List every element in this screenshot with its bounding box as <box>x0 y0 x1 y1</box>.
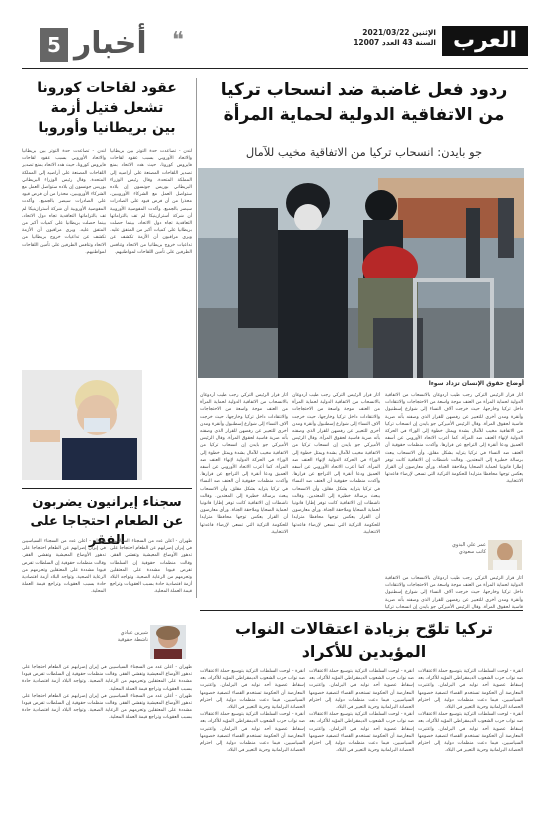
section-tab <box>22 22 212 66</box>
iran-headline-line2: عن الطعام احتجاجا على الفقر <box>30 514 184 548</box>
vaccine-body-col1: لندن - تصاعدت حدة التوتر بين بريطانيا والاتحاد الأوروبي بسبب عقود لقاحات فايروس كورونا، حيث هدد الاتحاد بمنع تصدير اللقاحات المصنعة على أراضيه إلى المملكة المتحدة. وقال رئيس الوزراء البريطاني بوريس جونسون إن بلاده ستواصل العمل مع الشركاء الأوروبيين، محذرا من أن فرض قيود على الصادرات سيضر بالجميع. وأكدت المفوضية الأوروبية أن شركة أسترازينيكا لم تف بالتزاماتها التعاقدية تجاه دول الاتحاد، بينما حصلت بريطانيا على كميات أكبر من المتفق عليه. ويرى مراقبون أن الأزمة تكشف عن تداعيات خروج بريطانيا من الاتحاد وتنافس الطرفين على تأمين اللقاحات لمواطنيهم. <box>110 149 192 255</box>
column-body: أثار قرار الرئيس التركي رجب طيب أردوغان بالانسحاب من الاتفاقية الدولية لحماية المرأة من العنف موجة واسعة من الاحتجاجات والانتقادات داخل تركيا وخارجها، حيث خرجت آلاف النساء إلى شوارع إسطنبول وأنقرة ومدن أخرى للتعبير عن رفضهن للقرار الذي وصفنه بأنه ضربة قاسية لحقوق المرأة. وقال الرئيس الأميركي جو بايدن إن انسحاب تركيا <box>385 576 523 610</box>
boris-johnson-photo <box>22 370 142 480</box>
columnist-role: كاتب سعودي <box>458 549 486 555</box>
column-divider <box>196 78 197 598</box>
main-body-col2: أثار قرار الرئيس التركي رجب طيب أردوغان بالانسحاب من الاتفاقية الدولية لحماية المرأة من العنف موجة واسعة من الاحتجاجات والانتقادات داخل تركيا وخارجها، حيث خرجت آلاف النساء إلى شوارع إسطنبول وأنقرة ومدن أخرى للتعبير عن رفضهن للقرار الذي وصفنه بأنه ضربة قاسية لحقوق المرأة. وقال الرئيس الأميركي جو بايدن إن انسحاب تركيا من الاتفاقية مخيب للآمال بشدة ويمثل خطوة إلى الوراء في الحركة الدولية لإنهاء العنف ضد المرأة. كما أعرب الاتحاد الأوروبي عن أسفه العميق ودعا أنقرة إلى التراجع عن قرارها. وأكدت منظمات حقوقية أن العنف ضد النساء في تركيا يتزايد بشكل مقلق، وأن الانسحاب يبعث برسالة خطيرة إلى المعتدين. وقالت ناشطات إن الاتفاقية كانت توفر إطارا قانونيا لحماية الضحايا وملاحقة الجناة. ورأى معارضون أن القرار يعكس توجها محافظا متزايدا للحكومة التركية التي تسعى لإرضاء قاعدتها الانتخابية. <box>292 393 380 535</box>
iran-rule <box>22 488 192 489</box>
date-line: الإثنين 2021/03/22 <box>362 28 436 37</box>
main-headline <box>205 78 523 128</box>
photo-caption: أوضاع حقوق الإنسان تزداد سوءا <box>428 380 524 387</box>
iran-byline-role: ناشطة حقوقية <box>117 637 148 643</box>
main-body-col3: أثار قرار الرئيس التركي رجب طيب أردوغان بالانسحاب من الاتفاقية الدولية لحماية المرأة من العنف موجة واسعة من الاحتجاجات والانتقادات داخل تركيا وخارجها، حيث خرجت آلاف النساء إلى شوارع إسطنبول وأنقرة ومدن أخرى للتعبير عن رفضهن للقرار الذي وصفنه بأنه ضربة قاسية لحقوق المرأة. وقال الرئيس الأميركي جو بايدن إن انسحاب تركيا من الاتفاقية مخيب للآمال بشدة ويمثل خطوة إلى الوراء في الحركة الدولية لإنهاء العنف ضد المرأة. كما أعرب الاتحاد الأوروبي عن أسفه العميق ودعا أنقرة إلى التراجع عن قرارها. وأكدت منظمات حقوقية أن العنف ضد النساء في تركيا يتزايد بشكل مقلق، وأن الانسحاب يبعث برسالة خطيرة إلى المعتدين. وقالت ناشطات إن الاتفاقية كانت توفر إطارا قانونيا لحماية الضحايا وملاحقة الجناة. ورأى معارضون أن القرار يعكس توجها محافظا متزايدا للحكومة التركية التي تسعى لإرضاء قاعدتها الانتخابية. <box>200 393 288 535</box>
columnist-byline <box>440 542 486 556</box>
iran-body-col1: طهران - أعلن عدد من السجناء السياسيين في إيران إضرابهم عن الطعام احتجاجا على تدهور الأوضاع المعيشية وتفشي الفقر. وقالت منظمات حقوقية إن السلطات تفرض قيودا مشددة على المعتقلين وتحرمهم من الرعاية الصحية. وتواجه البلاد أزمة اقتصادية حادة بسبب العقوبات وتراجع قيمة العملة المحلية. <box>110 539 192 595</box>
masthead <box>330 22 530 66</box>
turkey-mps-rule <box>200 610 523 611</box>
vaccine-headline-line1: عقود لقاحات كورونا <box>37 80 177 96</box>
main-body-col1: أثار قرار الرئيس التركي رجب طيب أردوغان بالانسحاب من الاتفاقية الدولية لحماية المرأة من العنف موجة واسعة من الاحتجاجات والانتقادات داخل تركيا وخارجها، حيث خرجت آلاف النساء إلى شوارع إسطنبول وأنقرة ومدن أخرى للتعبير عن رفضهن للقرار الذي وصفنه بأنه ضربة قاسية لحقوق المرأة. وقال الرئيس الأميركي جو بايدن إن انسحاب تركيا من الاتفاقية مخيب للآمال بشدة ويمثل خطوة إلى الوراء في الحركة الدولية لإنهاء العنف ضد المرأة. كما أعرب الاتحاد الأوروبي عن أسفه العميق ودعا أنقرة إلى التراجع عن قرارها. وأكدت منظمات حقوقية أن العنف ضد النساء في تركيا يتزايد بشكل مقلق، وأن الانسحاب يبعث برسالة خطيرة إلى المعتدين. وقالت ناشطات إن الاتفاقية كانت توفر إطارا قانونيا لحماية الضحايا وملاحقة الجناة. ورأى معارضون أن القرار يعكس توجها محافظا متزايدا للحكومة التركية التي تسعى لإرضاء قاعدتها الانتخابية. <box>385 393 523 485</box>
iran-byline <box>100 630 148 644</box>
iran-headline-line1: سجناء إيرانيون يضربون <box>32 495 182 510</box>
iran-body-col2: طهران - أعلن عدد من السجناء السياسيين في إيران إضرابهم عن الطعام احتجاجا على تدهور الأوضاع المعيشية وتفشي الفقر. وقالت منظمات حقوقية إن السلطات تفرض قيودا مشددة على المعتقلين وتحرمهم من الرعاية الصحية. وتواجه البلاد أزمة اقتصادية حادة بسبب العقوبات وتراجع قيمة العملة المحلية. <box>22 539 106 595</box>
main-subheadline: جو بايدن: انسحاب تركيا من الاتفاقية مخيب للآمال <box>245 145 483 159</box>
iran-body-lower: طهران - أعلن عدد من السجناء السياسيين في إيران إضرابهم عن الطعام احتجاجا على تدهور الأوضاع المعيشية وتفشي الفقر. وقالت منظمات حقوقية إن السلطات تفرض قيودا مشددة على المعتقلين وتحرمهم من الرعاية الصحية. وتواجه البلاد أزمة اقتصادية حادة بسبب العقوبات وتراجع قيمة العملة المحلية. طهران - أعلن عدد من السجناء السياسيين في إيران إضرابهم عن الطعام احتجاجا على تدهور الأوضاع المعيشية وتفشي الفقر. وقالت منظمات حقوقية إن السلطات تفرض قيودا مشددة على المعتقلين وتحرمهم من الرعاية الصحية. وتواجه البلاد أزمة اقتصادية حادة بسبب العقوبات وتراجع قيمة العملة المحلية. <box>22 665 192 721</box>
issue-line: السنة 43 العدد 12007 <box>353 38 436 47</box>
columnist-name: عمر علي البدوي <box>452 542 486 548</box>
section-name: أخبار <box>74 26 147 61</box>
iran-byline-name: شيرين عبادي <box>120 630 148 636</box>
turkey-mps-body-col2: أنقرة - لوحت السلطات التركية بتوسيع حملة الاعتقالات ضد نواب حزب الشعوب الديمقراطي المؤيد للأكراد، بعد إسقاط عضوية أحد نوابه في البرلمان. واعتبرت المعارضة أن الحكومة تستخدم القضاء لتصفية خصومها السياسيين، فيما دعت منظمات دولية إلى احترام الحصانة البرلمانية وحرية التعبير في البلاد. أنقرة - لوحت السلطات التركية بتوسيع حملة الاعتقالات ضد نواب حزب الشعوب الديمقراطي المؤيد للأكراد، بعد إسقاط عضوية أحد نوابه في البرلمان. واعتبرت المعارضة أن الحكومة تستخدم القضاء لتصفية خصومها السياسيين، فيما دعت منظمات دولية إلى احترام الحصانة البرلمانية وحرية التعبير في البلاد. <box>309 669 414 754</box>
shirin-ebadi-photo <box>150 625 186 659</box>
turkey-mps-headline-line1: تركيا تلوّح بزيادة اعتقالات النواب <box>235 619 493 638</box>
columnist-photo <box>488 540 522 570</box>
turkey-mps-body-col3: أنقرة - لوحت السلطات التركية بتوسيع حملة الاعتقالات ضد نواب حزب الشعوب الديمقراطي المؤيد للأكراد، بعد إسقاط عضوية أحد نوابه في البرلمان. واعتبرت المعارضة أن الحكومة تستخدم القضاء لتصفية خصومها السياسيين، فيما دعت منظمات دولية إلى احترام الحصانة البرلمانية وحرية التعبير في البلاد. أنقرة - لوحت السلطات التركية بتوسيع حملة الاعتقالات ضد نواب حزب الشعوب الديمقراطي المؤيد للأكراد، بعد إسقاط عضوية أحد نوابه في البرلمان. واعتبرت المعارضة أن الحكومة تستخدم القضاء لتصفية خصومها السياسيين، فيما دعت منظمات دولية إلى احترام الحصانة البرلمانية وحرية التعبير في البلاد. <box>200 669 305 754</box>
header-rule <box>22 68 528 69</box>
main-headline-line2: من الاتفاقية الدولية لحماية المرأة <box>223 105 505 125</box>
turkey-mps-headline <box>205 617 523 663</box>
issue-info <box>353 28 436 48</box>
turkey-mps-headline-line2: المؤيدين للأكراد <box>301 642 427 661</box>
quote-icon: ❝ <box>172 28 184 53</box>
vaccine-headline-line3: بين بريطانيا وأوروبا <box>38 120 176 136</box>
page-number: 5 <box>40 28 68 62</box>
main-headline-line1: ردود فعل غاضبة ضد انسحاب تركيا <box>220 80 508 100</box>
vaccine-headline-line2: تشعل فتيل أزمة <box>50 100 164 116</box>
vaccine-body-col2: لندن - تصاعدت حدة التوتر بين بريطانيا والاتحاد الأوروبي بسبب عقود لقاحات فايروس كورونا، حيث هدد الاتحاد بمنع تصدير اللقاحات المصنعة على أراضيه إلى المملكة المتحدة. وقال رئيس الوزراء البريطاني بوريس جونسون إن بلاده ستواصل العمل مع الشركاء الأوروبيين، محذرا من أن فرض قيود على الصادرات سيضر بالجميع. وأكدت المفوضية الأوروبية أن شركة أسترازينيكا لم تف بالتزاماتها التعاقدية تجاه دول الاتحاد، بينما حصلت بريطانيا على كميات أكبر من المتفق عليه. ويرى مراقبون أن الأزمة تكشف عن تداعيات خروج بريطانيا من الاتحاد وتنافس الطرفين على تأمين اللقاحات لمواطنيهم. <box>22 149 106 255</box>
turkey-mps-body-col1: أنقرة - لوحت السلطات التركية بتوسيع حملة الاعتقالات ضد نواب حزب الشعوب الديمقراطي المؤيد للأكراد، بعد إسقاط عضوية أحد نوابه في البرلمان. واعتبرت المعارضة أن الحكومة تستخدم القضاء لتصفية خصومها السياسيين، فيما دعت منظمات دولية إلى احترام الحصانة البرلمانية وحرية التعبير في البلاد. أنقرة - لوحت السلطات التركية بتوسيع حملة الاعتقالات ضد نواب حزب الشعوب الديمقراطي المؤيد للأكراد، بعد إسقاط عضوية أحد نوابه في البرلمان. واعتبرت المعارضة أن الحكومة تستخدم القضاء لتصفية خصومها السياسيين، فيما دعت منظمات دولية إلى احترام الحصانة البرلمانية وحرية التعبير في البلاد. <box>418 669 523 754</box>
vaccine-headline <box>22 78 192 138</box>
newspaper-logo: العرب <box>442 26 528 56</box>
protest-photo <box>198 168 524 378</box>
